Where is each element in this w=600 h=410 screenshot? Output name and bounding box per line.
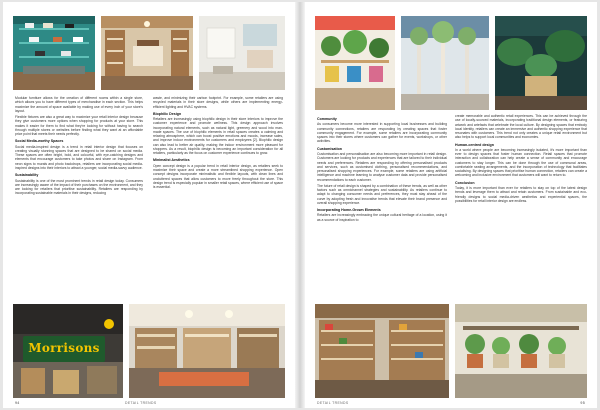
running-footer-left: DETAIL TRENDS: [125, 401, 157, 405]
photo-plant-shop: [315, 16, 395, 110]
photo-shoe-display: [13, 16, 95, 90]
left-page: [3, 2, 295, 408]
paragraph: Open concept design is a popular trend in retail interior design, as retailers seek to maximize their space and create a more streamlined shopping experience. Open concept designs incorporate minimalistic and flexible layouts, with clean lines and uncluttered spaces that allow customers to move freely throughout the store. This design trend is especially popular in smaller retail spaces, where efficient use of space is essential.: [153, 163, 283, 190]
paragraph: Modular furniture allows for the creation of different rooms within a single store, which allows you to have different types of merchandise in each section. This helps maximize the amount of space available by making use of every inch of your store's layout.: [15, 96, 143, 113]
photo-garden-display: [455, 304, 587, 398]
photo-tropical-store: [495, 16, 587, 110]
left-text-column-2: [153, 96, 283, 304]
paragraph: waste, and minimizing their carbon footprint. For example, some retailers are using recycled materials in their store designs, while others are implementing energy-efficient lighting and HVAC systems.: [153, 96, 283, 109]
photo-atrium-trees: [401, 16, 489, 110]
running-footer-right: DETAIL TRENDS: [317, 401, 349, 405]
section-heading: Human-centred design: [455, 142, 494, 147]
section-heading: Community: [317, 117, 337, 121]
paragraph: Retailers are increasingly embracing the unique cultural heritage of a location, using it as a source of inspiration to: [317, 213, 447, 222]
paragraph: In a world where people are becoming increasingly isolated, it's more important than ever to design spaces that foster human connection. Retail spaces that promote interaction and collaboration can help create a sense of community and encourage customers to stay longer. This can be done through the use of communal areas, comfortable seating arrangements, and the incorporation of technology that facilitates socialising. By designing spaces that prioritise human connection, retailers can create a welcoming and inclusive environment that customers will want to return to.: [455, 147, 587, 178]
section-heading: Conclusion: [455, 180, 475, 185]
photo-morrisons-storefront: [13, 304, 123, 398]
paragraph: create memorable and authentic retail experiences. This can be achieved through the use of locally-sourced materials, incorporating traditional design elements, or featuring artwork and artefacts that celebrate the local culture. By designing spaces that embody local identity, retailers can create an immersive and authentic shopping experience that resonates with customers. This trend not only creates a unique retail environment but also helps to support local communities and economies.: [455, 114, 587, 140]
photo-wood-shelving: [101, 16, 193, 90]
paragraph: Flexible fixtures are also a great way to maximize your retail interior design because they give customers more options when shopping for products at your store. This makes it easier for them to find what they're looking for without having to search through multiple stores or websites before finding what they want at an affordable price point that meets their needs perfectly.: [15, 115, 143, 136]
section-heading: Social Media-worthy Spaces: [15, 139, 64, 144]
right-page: [305, 2, 597, 408]
section-heading: Customisation: [317, 146, 342, 151]
paragraph: Sustainability is one of the most prominent trends in retail design today. Consumers are increasingly aware of the impact of their purchases on the environment, and they are looking for retailers that prioritise sustainability. Retailers are responding by incorporating sustainable materials in their designs, reducing: [15, 178, 143, 196]
left-text-column-1: [15, 96, 143, 304]
right-text-column-2: [455, 114, 587, 304]
section-heading: Sustainability: [15, 173, 39, 178]
paragraph: Customisation and personalisation are also becoming more important in retail design. Customers are looking for products and experiences that are tailored to their individual needs and preferences. Retailers are responding by offering personalised products and services, such as customised clothing, personalised recommendations, and personalised shopping experiences. For example, some retailers are using artificial intelligence and machine learning to analyse customer data and provide personalised recommendations to each customer.: [317, 152, 447, 182]
book-gutter: [295, 2, 305, 408]
page-number-right: 95: [580, 401, 585, 405]
section-heading: Minimalist Aesthetics: [153, 158, 190, 163]
right-text-column-1: [317, 114, 447, 304]
paragraph: Today, it is more important than ever for retailers to stay on top of the latest design trends and leverage them to attract and retain customers. From sustainable and eco-friendly designs to social media-driven aesthetics and experiential spaces, the possibilities for retail interior design are endless.: [455, 186, 587, 203]
photo-grocery-aisle: [315, 304, 449, 398]
photo-minimal-gallery: [199, 16, 285, 90]
page-number-left: 94: [15, 401, 20, 405]
section-heading: Incorporating Home-Grown Elements: [317, 208, 381, 213]
paragraph: The future of retail design is shaped by a combination of these trends, as well as other factors such as omnichannel strategies and sustainability. As retailers continue to adapt to changing consumer needs and preferences, they must stay ahead of the curve by adopting fresh and innovative trends that elevate their brand presence and overall shopping experience.: [317, 183, 447, 205]
morrisons-sign-text: Morrisons: [28, 341, 100, 355]
paragraph: As consumers become more interested in supporting local businesses and building community connections, retailers are responding by creating spaces that foster community engagement. For example, some retailers are incorporating community spaces into their stores where customers can gather for events, workshops, or other activities.: [317, 122, 447, 144]
section-heading: Biophilic Design: [153, 111, 182, 116]
photo-bakery-interior: [129, 304, 285, 398]
paragraph: Social media-inspired design is a trend in retail interior design that focuses on creating visually stunning spaces that are designed to be shared on social media. These spaces are often bright, bold, and colourful, with eye-catching designs and elements that encourage customers to take photos and share on Instagram. From neon signs to murals and photo backdrops, retailers are incorporating social media-inspired designs into their interiors to attract a younger, social media-savvy audience.: [15, 144, 143, 170]
paragraph: Retailers are increasingly using biophilic design in their store interiors to improve the customer experience and promote wellness. This design approach involves incorporating natural elements, such as natural light, greenery and wood into man-made spaces. The use of biophilic elements in retail spaces creates a calming and relaxing atmosphere, which can boost positive emotions and moods, increase sales, and improve indoor environments for customers and employees [2]. Biophilic design can also lead to better air quality, making the indoor environment more pleasant for shoppers. As a result, biophilic design is becoming an important consideration for all retailers, particularly as the focus on customer experience continues to grow.: [153, 117, 283, 156]
